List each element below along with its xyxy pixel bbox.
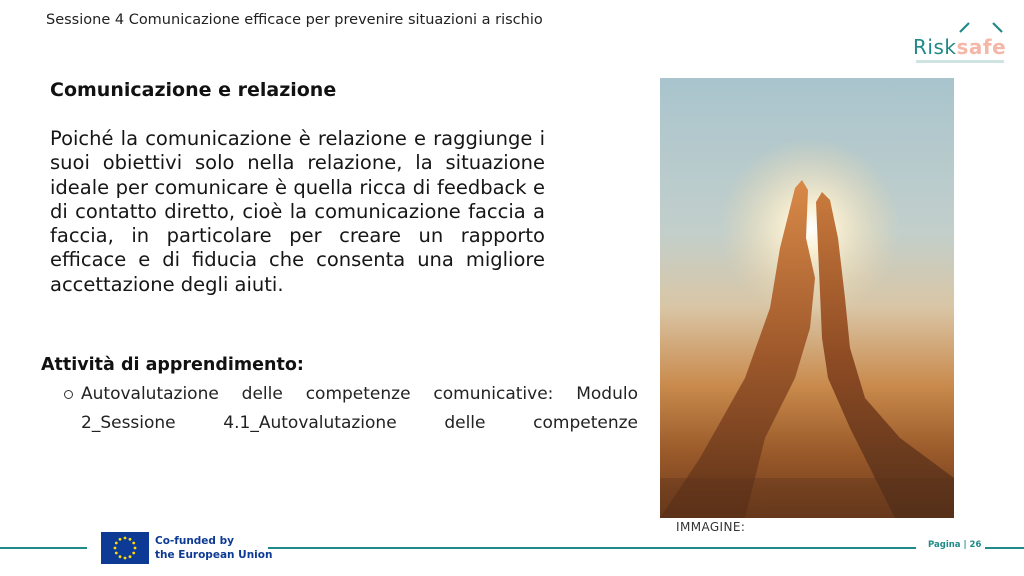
body-paragraph: Poiché la comunicazione è relazione e raggiunge i suoi obiettivi solo nella relazione, la situazione ideale per comunicare è quella ricca di feedback e di contatto diretto, cioè la comunicazione faccia a faccia, in particolare per creare un rapporto efficace e di fiducia che consenta una migliore accettazione degli aiuti. [50,127,545,296]
footer-divider-middle [268,547,916,549]
section-heading: Comunicazione e relazione [50,79,337,101]
circle-bullet-icon [64,390,73,399]
roof-icon [958,20,1004,34]
logo-tagline [916,60,1004,63]
risksafe-logo [910,18,1010,66]
eu-funding-text [155,534,272,562]
eu-line-2: the European Union [155,549,273,561]
logo-risk-text: Risk [913,35,957,59]
eu-line-1: Co-funded by [155,535,234,547]
activities-heading: Attività di apprendimento: [41,355,304,375]
logo-safe-text: safe [956,35,1007,59]
footer-divider-right [985,547,1024,549]
eu-flag-icon [101,532,149,564]
activity-list-item [64,380,638,438]
activity-text: Autovalutazione delle competenze comunicative: Modulo 2_Sessione 4.1_Autovalutazione delle competenze [81,384,638,433]
footer-divider-left [0,547,87,549]
logo-wordmark [913,35,1006,59]
hands-sunset-photo [660,78,954,518]
page-number: Pagina | 26 [928,540,982,550]
image-caption: IMMAGINE: [676,520,746,534]
session-title: Sessione 4 Comunicazione efficace per prevenire situazioni a rischio [46,12,543,28]
